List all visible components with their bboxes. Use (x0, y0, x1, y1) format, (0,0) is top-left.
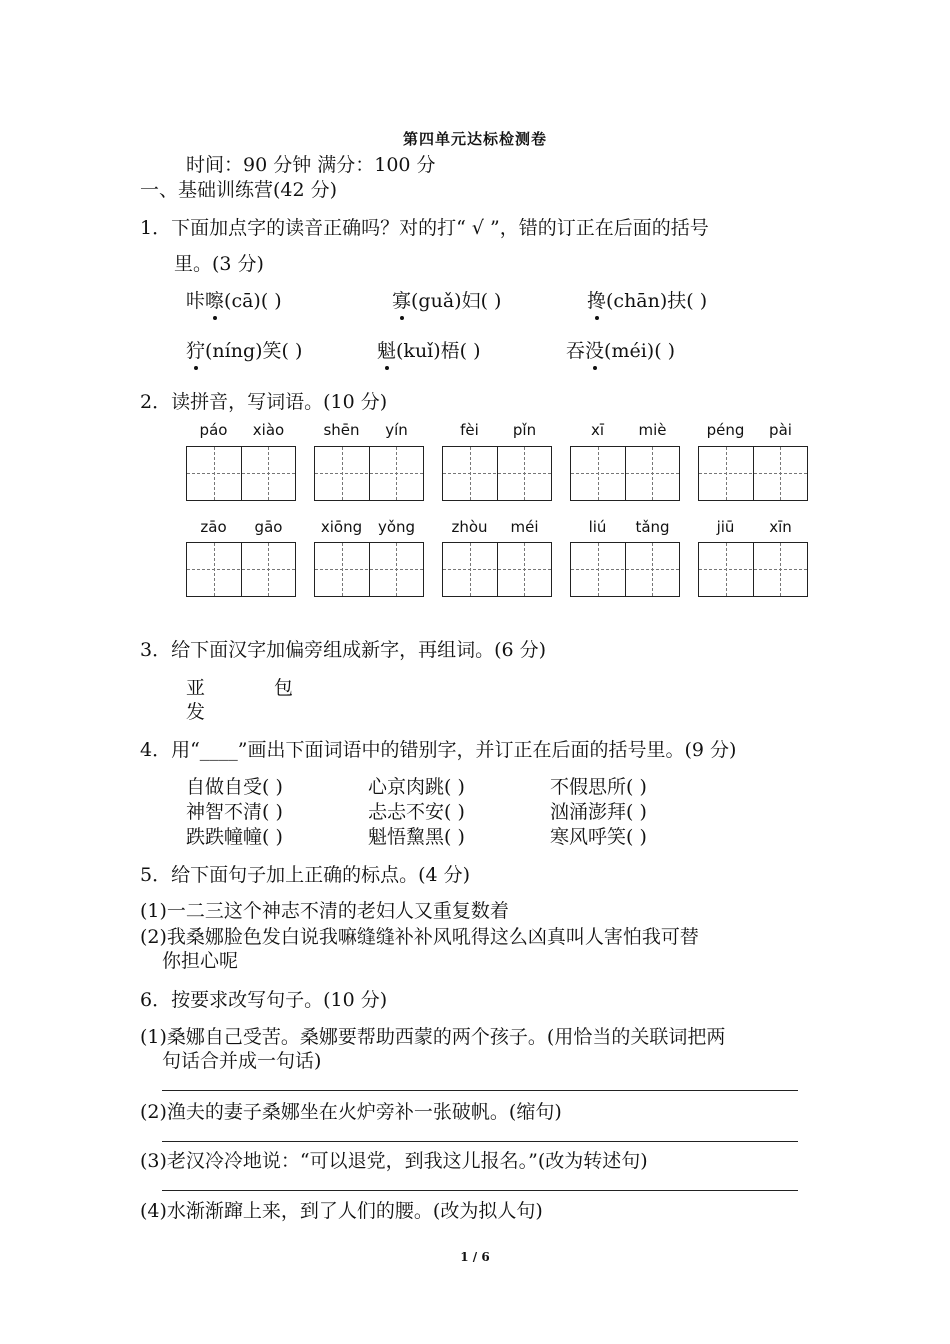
question-1-line2: 里。(3 分) (174, 253, 264, 275)
rewrite-instruction: (2)渔夫的妻子桑娜坐在火炉旁补一张破帆。(缩句) (140, 1101, 562, 1123)
section-heading: 一、基础训练营(42 分) (140, 179, 338, 201)
writing-box[interactable] (442, 542, 552, 597)
answer-line[interactable] (162, 1190, 798, 1191)
q1-item (587, 286, 707, 313)
q1-dotted-char: 狞 (186, 336, 205, 363)
writing-box[interactable] (314, 446, 424, 501)
answer-line[interactable] (162, 1141, 798, 1142)
pinyin-label: pǐn (512, 421, 537, 439)
punctuation-sentence[interactable]: (2)我桑娜脸色发白说我嘛缝缝补补风吼得这么凶真叫人害怕我可替 (140, 926, 699, 948)
writing-box[interactable] (442, 446, 552, 501)
page-title: 第四单元达标检测卷 (402, 130, 547, 148)
question-3-label: 3．给下面汉字加偏旁组成新字，再组词。(6 分) (140, 639, 547, 661)
writing-box[interactable] (570, 446, 680, 501)
pinyin-label: méi (510, 518, 539, 536)
rewrite-instruction: (4)水渐渐蹿上来，到了人们的腰。(改为拟人句) (140, 1200, 543, 1222)
pinyin-label: liú (588, 518, 607, 536)
writing-box[interactable] (186, 446, 296, 501)
pinyin-label: shēn (323, 421, 360, 439)
q1-dotted-char: 寡 (392, 286, 411, 313)
question-4-label: 4．用“____”画出下面词语中的错别字，并订正在后面的括号里。(9 分) (140, 739, 737, 761)
writing-box[interactable] (698, 446, 808, 501)
pinyin-label: yǒng (377, 518, 416, 536)
q1-answer-paren[interactable]: (níng)笑( ) (205, 340, 303, 362)
pinyin-label: zhòu (451, 518, 488, 536)
q1-item (186, 336, 302, 363)
exam-meta: 时间：90 分钟 满分：100 分 (186, 154, 436, 176)
punctuation-sentence[interactable]: (1)一二三这个神志不清的老妇人又重复数着 (140, 900, 509, 922)
radical-char: 发 (186, 701, 206, 723)
q1-answer-paren[interactable]: (guǎ)妇( ) (411, 290, 502, 312)
typo-word[interactable]: 汹涌澎拜( ) (550, 801, 647, 823)
pinyin-label: fèi (460, 421, 479, 439)
q1-answer-paren[interactable]: (chān)扶( ) (606, 290, 708, 312)
q1-item-text: 咔 (186, 290, 206, 312)
pinyin-label: tǎng (635, 518, 670, 536)
pinyin-label: pài (769, 421, 792, 439)
q1-dotted-char: 搀 (587, 286, 606, 313)
q1-item (377, 336, 481, 363)
question-6-label: 6．按要求改写句子。(10 分) (140, 989, 388, 1011)
punctuation-sentence-cont[interactable]: 你担心呢 (162, 950, 239, 972)
typo-word[interactable]: 忐忐不安( ) (368, 801, 465, 823)
typo-word[interactable]: 神智不清( ) (186, 801, 283, 823)
pinyin-label: xiōng (320, 518, 363, 536)
radical-char: 包 (274, 677, 294, 699)
pinyin-label: péng (706, 421, 745, 439)
typo-word[interactable]: 心京肉跳( ) (368, 776, 465, 798)
typo-word[interactable]: 不假思所( ) (550, 776, 647, 798)
rewrite-instruction-cont: 句话合并成一句话) (162, 1050, 322, 1072)
answer-line[interactable] (162, 1090, 798, 1091)
question-2-label: 2．读拼音，写词语。(10 分) (140, 391, 388, 413)
typo-word[interactable]: 寒风呼笑( ) (550, 826, 647, 848)
typo-word[interactable]: 魁悟黧黑( ) (368, 826, 465, 848)
pinyin-label: xī (590, 421, 605, 439)
rewrite-instruction: (1)桑娜自己受苦。桑娜要帮助西蒙的两个孩子。(用恰当的关联词把两 (140, 1026, 726, 1048)
writing-box[interactable] (314, 542, 424, 597)
pinyin-label: miè (638, 421, 667, 439)
page-number: 1 / 6 (460, 1250, 490, 1264)
question-5-label: 5．给下面句子加上正确的标点。(4 分) (140, 864, 471, 886)
typo-word[interactable]: 跌跌幢幢( ) (186, 826, 283, 848)
writing-box[interactable] (698, 542, 808, 597)
q1-item (566, 336, 675, 363)
q1-answer-paren[interactable]: (kuǐ)梧( ) (396, 340, 481, 362)
writing-box[interactable] (570, 542, 680, 597)
q1-dotted-char: 魁 (377, 336, 396, 363)
writing-box[interactable] (186, 542, 296, 597)
pinyin-label: zāo (200, 518, 227, 536)
question-1-line1: 1．下面加点字的读音正确吗？对的打“ √ ”，错的订正在后面的括号 (140, 217, 709, 239)
radical-char: 亚 (186, 677, 206, 699)
q1-item (392, 286, 501, 313)
pinyin-label: gāo (254, 518, 283, 536)
pinyin-label: xiào (252, 421, 285, 439)
q1-answer-paren[interactable]: (cā)( ) (224, 290, 282, 312)
pinyin-label: yín (385, 421, 408, 439)
q1-item-text: 吞 (566, 340, 586, 362)
typo-word[interactable]: 自做自受( ) (186, 776, 283, 798)
rewrite-instruction: (3)老汉冷冷地说：“可以退党，到我这儿报名。”(改为转述句) (140, 1150, 648, 1172)
q1-item (186, 286, 282, 313)
q1-dotted-char: 没 (585, 336, 604, 363)
pinyin-label: xīn (769, 518, 792, 536)
pinyin-label: páo (199, 421, 228, 439)
pinyin-label: jiū (716, 518, 735, 536)
q1-answer-paren[interactable]: (méi)( ) (604, 340, 676, 362)
q1-dotted-char: 嚓 (205, 286, 224, 313)
